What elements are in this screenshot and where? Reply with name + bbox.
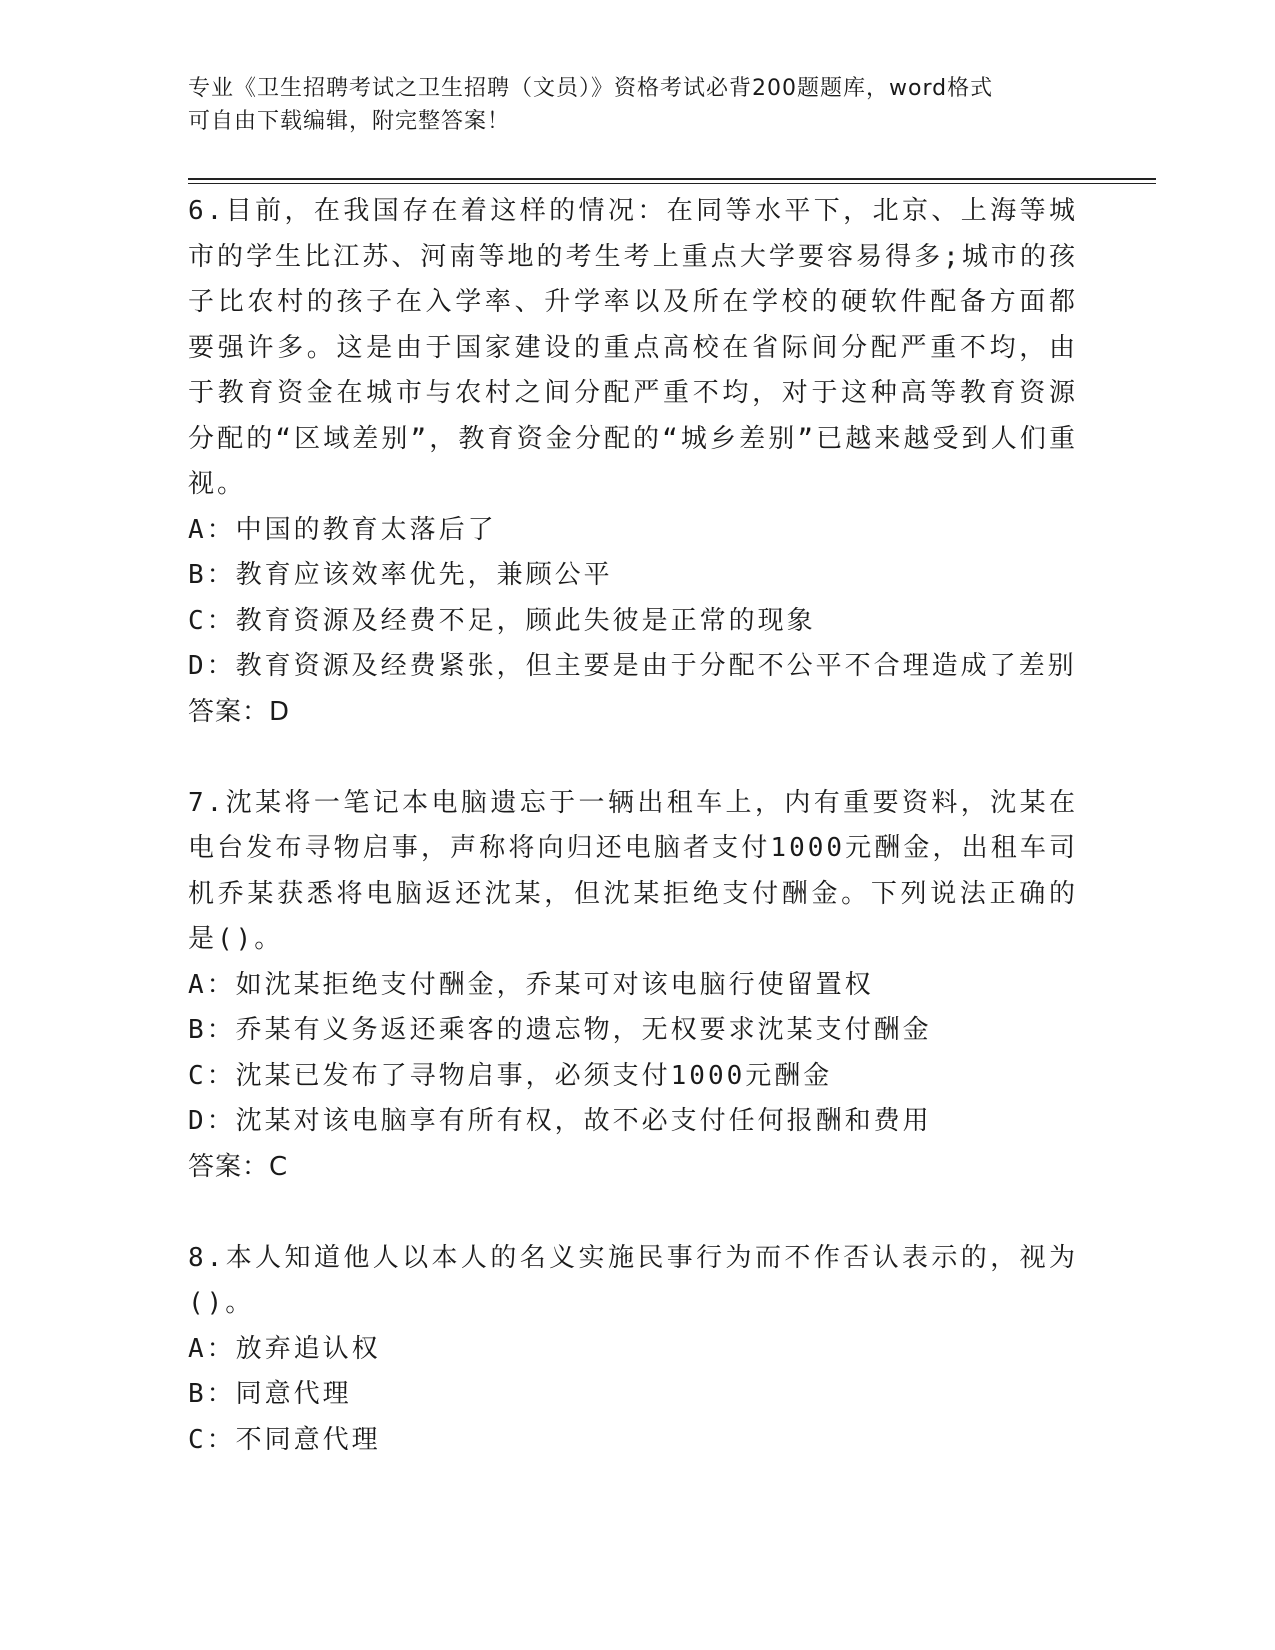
question-stem: 6.目前，在我国存在着这样的情况：在同等水平下，北京、上海等城市的学生比江苏、河南等地的考生考上重点大学要容易得多;城市的孩子比农村的孩子在入学率、升学率以及所在学校的硬软件配备方面都要强许多。这是由于国家建设的重点高校在省际间分配严重不均，由于教育资金在城市与农村之间分配严重不均，对于这种高等教育资源分配的“区域差别”，教育资金分配的“城乡差别”已越来越受到人们重视。 (188, 196, 1078, 499)
answer-line: 答案：C (188, 1151, 289, 1182)
document-body (188, 189, 1078, 1463)
option-c: C：不同意代理 (188, 1424, 381, 1455)
option-c: C：教育资源及经费不足，顾此失彼是正常的现象 (188, 605, 816, 636)
header-line-2: 可自由下载编辑，附完整答案！ (188, 109, 511, 134)
question-stem: 8.本人知道他人以本人的名义实施民事行为而不作否认表示的，视为()。 (188, 1242, 1078, 1318)
spacer (188, 1190, 1078, 1236)
question-7 (188, 781, 1078, 1191)
header-rule-thick (188, 178, 1156, 180)
option-b: B：同意代理 (188, 1379, 352, 1409)
option-a: A：中国的教育太落后了 (188, 514, 497, 545)
option-b: B：乔某有义务返还乘客的遗忘物，无权要求沈某支付酬金 (188, 1015, 932, 1045)
header-rule-thin (188, 183, 1156, 184)
option-d: D：沈某对该电脑享有所有权，故不必支付任何报酬和费用 (188, 1106, 932, 1136)
option-a: A：如沈某拒绝支付酬金，乔某可对该电脑行使留置权 (188, 969, 874, 1000)
header-line-1: 专业《卫生招聘考试之卫生招聘（文员）》资格考试必背200题题库，word格式 (188, 76, 994, 101)
answer-line: 答案：D (188, 696, 291, 727)
option-b: B：教育应该效率优先，兼顾公平 (188, 560, 613, 590)
question-stem: 7.沈某将一笔记本电脑遗忘于一辆出租车上，内有重要资料，沈某在电台发布寻物启事，声称将向归还电脑者支付1000元酬金，出租车司机乔某获悉将电脑返还沈某，但沈某拒绝支付酬金。下列说法正确的是()。 (188, 787, 1078, 954)
question-8 (188, 1236, 1078, 1464)
option-c: C：沈某已发布了寻物启事，必须支付1000元酬金 (188, 1060, 833, 1091)
document-header (188, 72, 1068, 138)
option-d: D：教育资源及经费紧张，但主要是由于分配不公平不合理造成了差别 (188, 651, 1077, 681)
option-a: A：放弃追认权 (188, 1333, 381, 1364)
spacer (188, 735, 1078, 781)
question-6 (188, 189, 1078, 735)
